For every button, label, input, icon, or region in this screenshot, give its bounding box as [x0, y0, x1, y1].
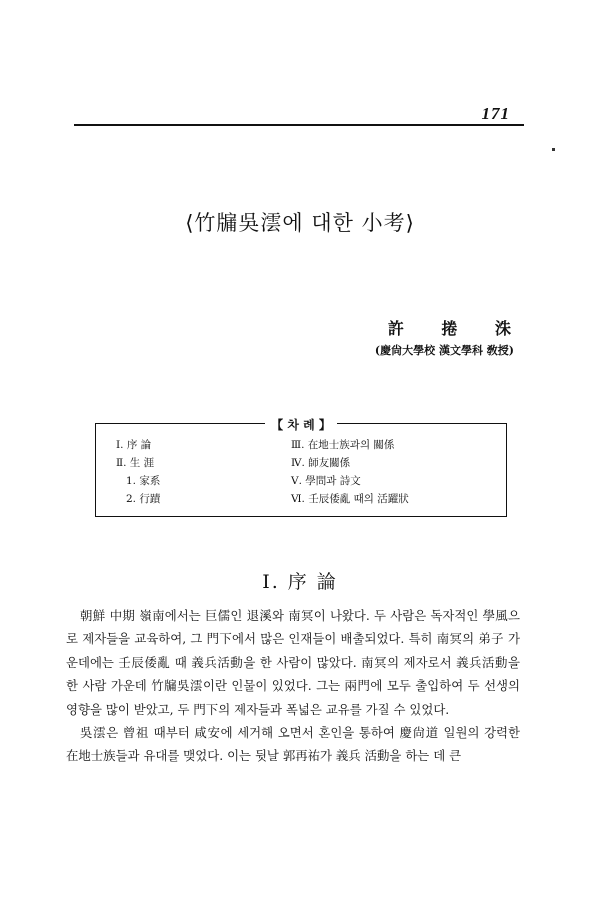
toc-heading: 【 차 례 】: [265, 418, 337, 432]
body-text: [66, 604, 520, 768]
toc-left-column: [116, 436, 160, 508]
header-rule: [74, 124, 524, 126]
author-affiliation: (慶尙大學校 漢文學科 敎授): [374, 344, 514, 357]
author-name: 許 捲 洙: [387, 319, 512, 338]
paper-title: ⟨竹牖吳澐에 대한 小考⟩: [185, 211, 415, 235]
toc-subitem: 1. 家系: [126, 475, 161, 487]
toc-item: Ⅱ. 生 涯: [116, 457, 155, 469]
table-of-contents: [95, 418, 507, 517]
scan-speck: [552, 148, 555, 151]
body-paragraph: 朝鮮 中期 嶺南에서는 巨儒인 退溪와 南冥이 나왔다. 두 사람은 독자적인 學風으로 제자들을 교육하여, 그 門下에서 많은 인재들이 배출되었다. 특히 南冥의 弟子 가운데에는 壬辰倭亂 때 義兵活動을 한 사람이 많았다. 南冥의 제자로서 義兵活動을 한 사람 가운데 竹牖吳澐이란 인물이 있었다. 그는 兩門에 모두 출입하여 두 선생의 영향을 많이 받았고, 두 門下의 제자들과 폭넓은 교유를 가질 수 있었다.: [66, 608, 520, 717]
toc-item: Ⅰ. 序 論: [116, 439, 152, 451]
toc-right-column: [291, 436, 409, 508]
section-heading: Ⅰ. 序 論: [262, 571, 338, 593]
toc-item: Ⅲ. 在地士族과의 關係: [291, 439, 395, 451]
toc-heading-wrap: [96, 414, 506, 433]
body-paragraph: 吳澐은 曾祖 때부터 咸安에 세거해 오면서 혼인을 통하여 慶尙道 일원의 강력한 在地士族들과 유대를 맺었다. 이는 뒷날 郭再祐가 義兵 活動을 하는 데 큰: [66, 725, 520, 764]
toc-item: Ⅳ. 師友關係: [291, 457, 351, 469]
toc-item: Ⅵ. 壬辰倭亂 때의 活躍狀: [291, 493, 409, 505]
toc-subitem: 2. 行蹟: [126, 493, 161, 505]
page-number: 171: [481, 104, 510, 123]
toc-item: Ⅴ. 學問과 詩文: [291, 475, 361, 487]
